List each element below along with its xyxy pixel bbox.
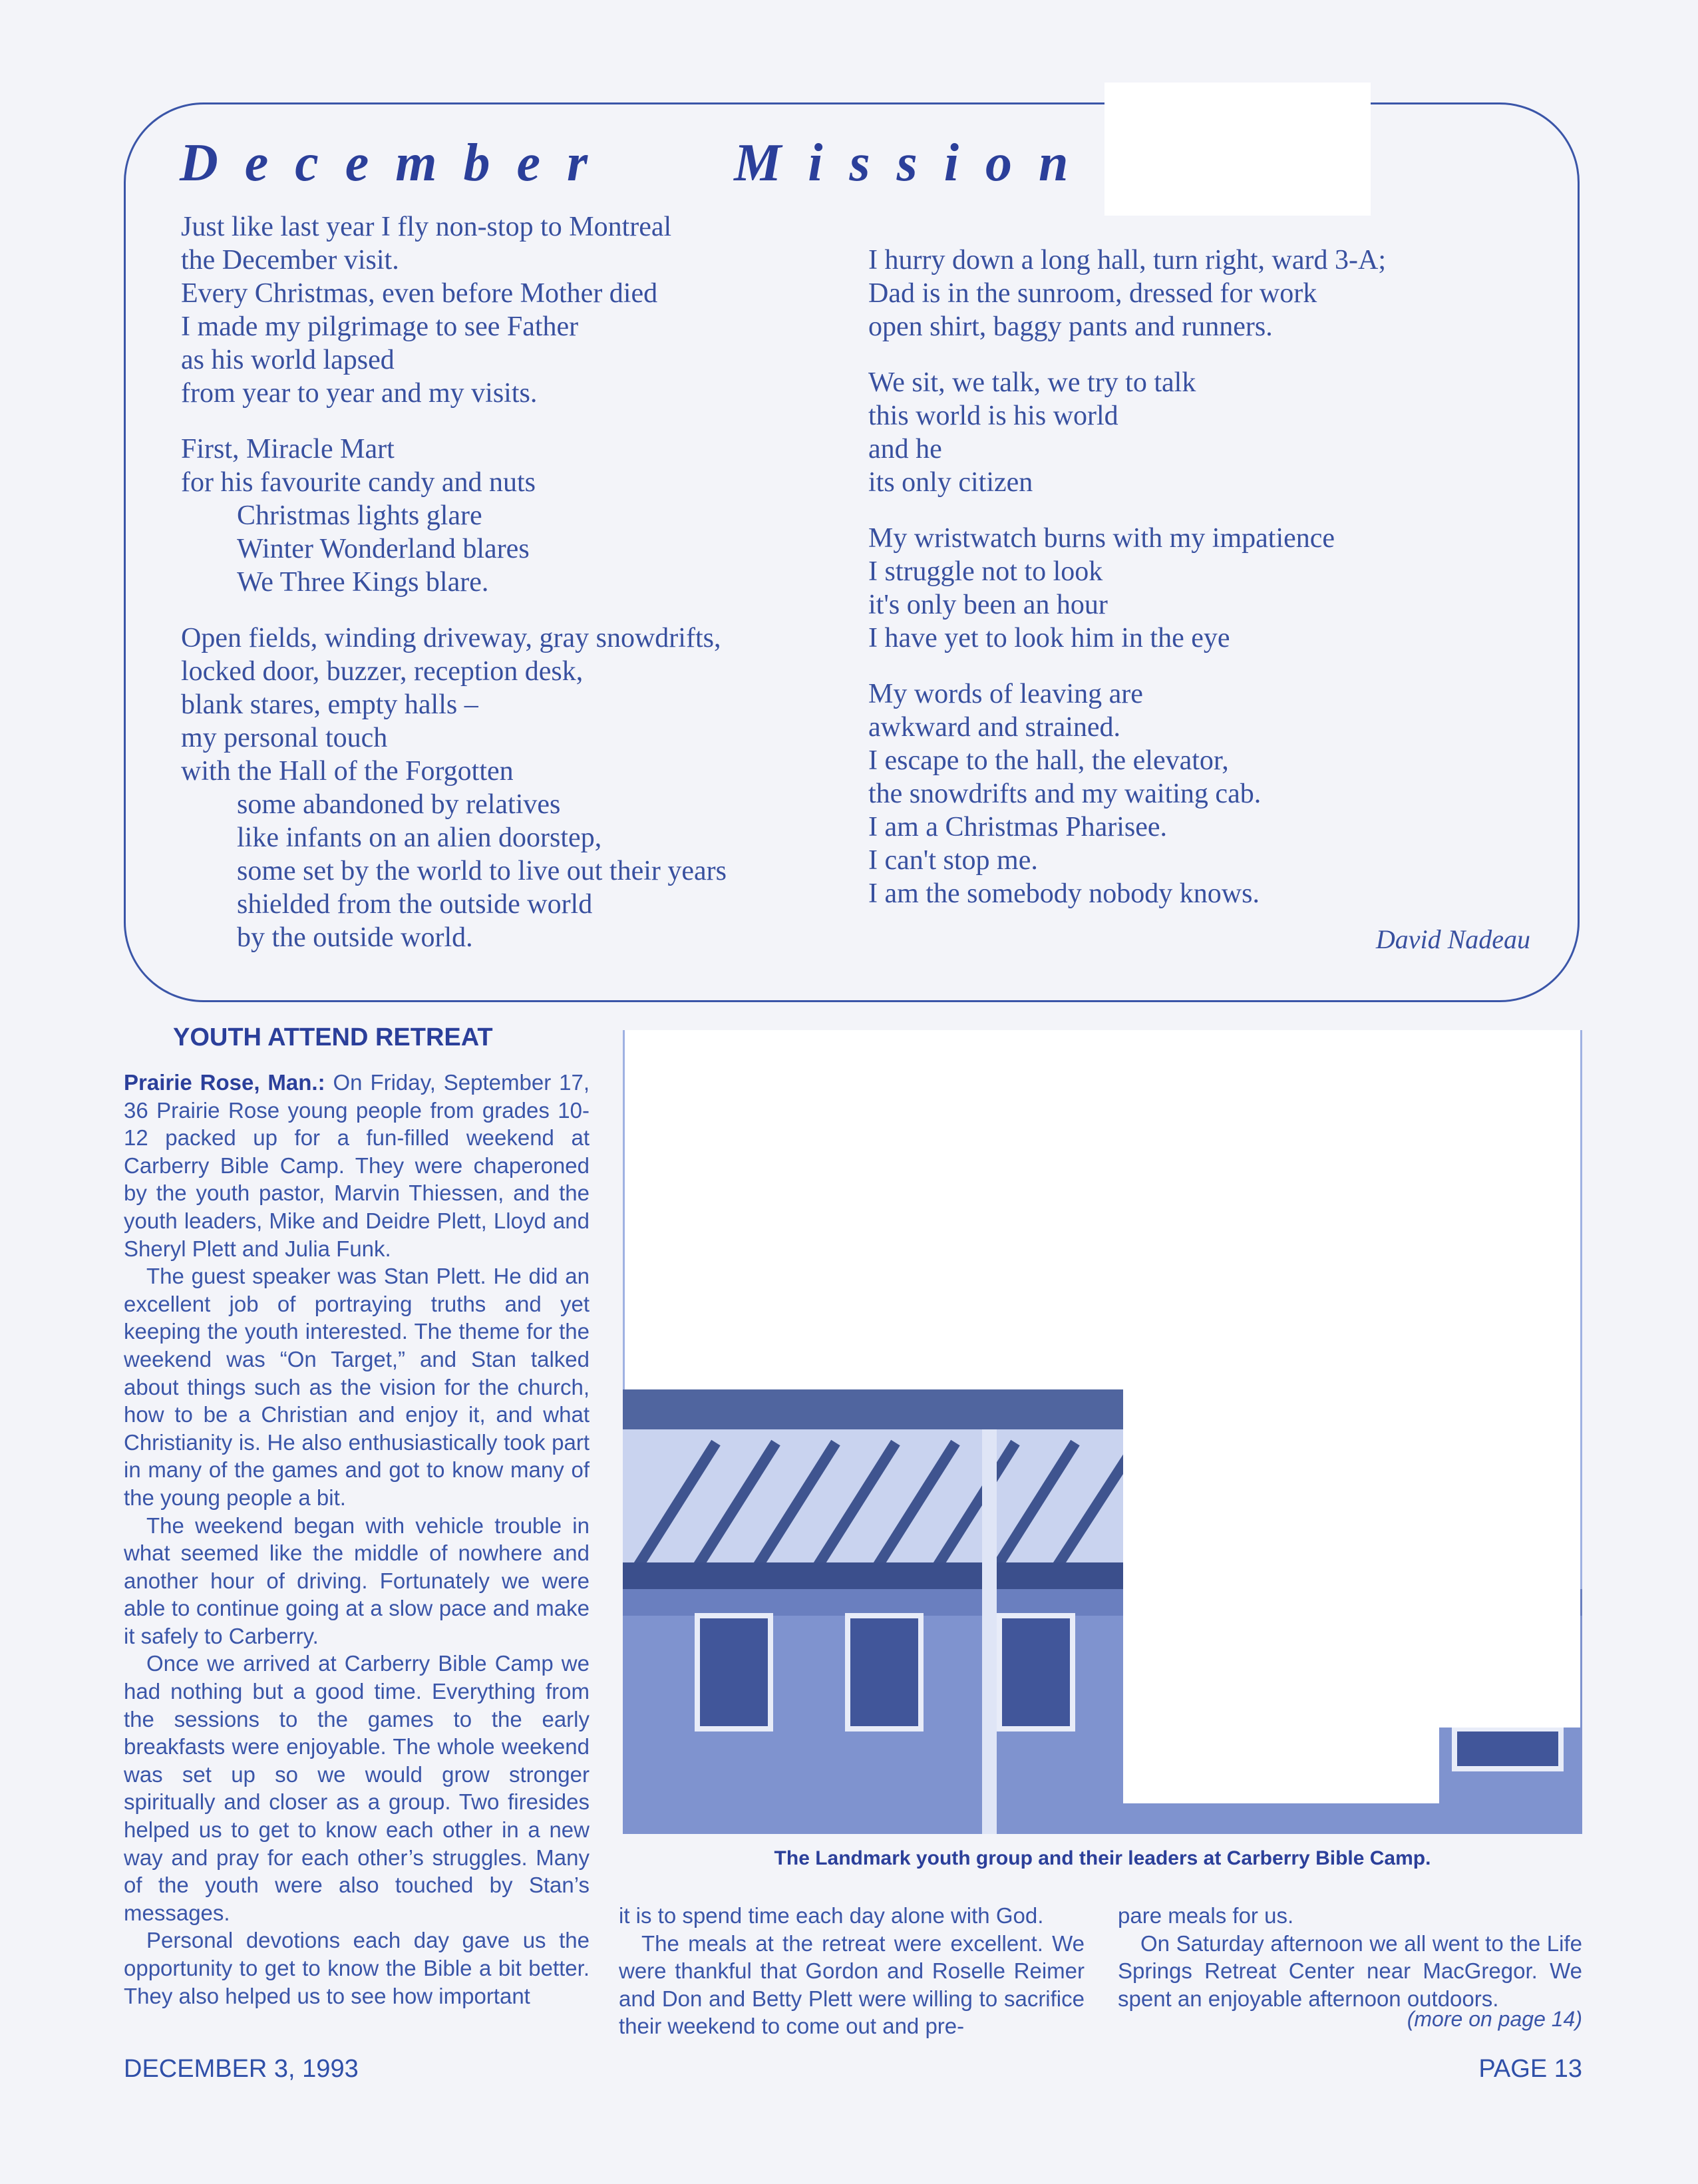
poem-line: its only citizen — [868, 467, 1033, 498]
article-paragraph — [124, 1512, 590, 1650]
poem-line: I escape to the hall, the elevator, — [868, 745, 1229, 776]
poem-line: Every Christmas, even before Mother died — [181, 278, 658, 309]
article-paragraph — [124, 1069, 590, 1262]
redacted-area — [1123, 1722, 1439, 1803]
poem-stanza — [868, 522, 1386, 655]
poem-line: some abandoned by relatives — [237, 789, 561, 820]
paragraph-text: The guest speaker was Stan Plett. He did an excellent job of portraying truths and yet keeping the youth interested. The theme for the weekend was “On Target,” and Stan talked about things such as the vision for the church, how to be a Christian and enjoy it, and what Christianity is. He also enthusiastically took part in many of the games and got to know many of the young people a bit. — [124, 1264, 590, 1510]
poem-line: like infants on an alien doorstep, — [237, 822, 602, 853]
paragraph-text: Personal devotions each day gave us the opportunity to get to know the Bible a bit better. They also helped us to see how important — [124, 1928, 590, 2008]
poem-line: the December visit. — [181, 245, 399, 275]
poem-line: Christmas lights glare — [237, 500, 482, 531]
poem-line: blank stares, empty halls – — [181, 689, 478, 720]
poem-line: the snowdrifts and my waiting cab. — [868, 779, 1262, 809]
poem-line: I struggle not to look — [868, 556, 1103, 587]
poem-line: this world is his world — [868, 401, 1118, 431]
poem-line: Dad is in the sunroom, dressed for work — [868, 278, 1317, 309]
article-paragraph — [124, 1926, 590, 2010]
poem-line: My wristwatch burns with my impatience — [868, 523, 1335, 554]
paragraph-text: On Friday, September 17, 36 Prairie Rose young people from grades 10-12 packed up for a fun-filled weekend at Carberry Bible Camp. They were chaperoned by the youth pastor, Marvin Thiessen, and the youth leaders, Mike and Deidre Plett, Lloyd and Sheryl Plett and Julia Funk. — [124, 1070, 590, 1261]
paragraph-text: pare meals for us. — [1118, 1903, 1294, 1928]
redacted-area — [1104, 83, 1371, 216]
article-paragraph — [124, 1650, 590, 1926]
photo-caption: The Landmark youth group and their leaders at Carberry Bible Camp. — [774, 1847, 1431, 1869]
paragraph-text: On Saturday afternoon we all went to the Life Springs Retreat Center near MacGregor. We spent an enjoyable afternoon outdoors. — [1118, 1930, 1582, 2011]
poem-stanza — [868, 244, 1386, 343]
poem-line: First, Miracle Mart — [181, 434, 395, 464]
article-paragraph — [619, 1930, 1085, 2040]
poem-line: Winter Wonderland blares — [237, 534, 530, 564]
poem-line: from year to year and my visits. — [181, 378, 538, 409]
poem-line: it's only been an hour — [868, 590, 1108, 620]
group-photo — [623, 1030, 1582, 1834]
poem-author: David Nadeau — [1375, 924, 1530, 954]
article-dateline: Prairie Rose, Man.: — [124, 1070, 325, 1095]
poem-line: Open fields, winding driveway, gray snowdrifts, — [181, 623, 721, 653]
poem-title: December Mission — [180, 134, 1095, 192]
poem-line: We Three Kings blare. — [237, 567, 489, 598]
poem-line: I hurry down a long hall, turn right, ward 3-A; — [868, 245, 1387, 275]
poem-line: I made my pilgrimage to see Father — [181, 311, 579, 342]
poem-line: open shirt, baggy pants and runners. — [868, 311, 1273, 342]
redacted-area — [1123, 1030, 1580, 1728]
poem-stanza — [181, 622, 727, 954]
article-column-2 — [619, 1902, 1085, 2040]
poem-stanza — [181, 210, 727, 410]
article-paragraph — [124, 1262, 590, 1511]
poem-line: I am a Christmas Pharisee. — [868, 812, 1168, 842]
footer-page-number: PAGE 13 — [1478, 2055, 1582, 2083]
poem-line: by the outside world. — [237, 922, 473, 953]
poem-line: for his favourite candy and nuts — [181, 467, 536, 498]
article-paragraph — [1118, 1902, 1582, 1930]
paragraph-text: The weekend began with vehicle trouble in what seemed like the middle of nowhere and another hour of driving. Fortunately we were able to continue going at a slow pace and make it safely to Carberry. — [124, 1513, 590, 1648]
poem-line: My words of leaving are — [868, 679, 1143, 709]
poem-line: I can't stop me. — [868, 845, 1038, 876]
poem-line: shielded from the outside world — [237, 889, 593, 920]
article-column-3 — [1118, 1902, 1582, 2012]
poem-line: Just like last year I fly non-stop to Montreal — [181, 212, 672, 242]
poem-left-column — [181, 210, 727, 977]
continued-note: (more on page 14) — [1407, 2007, 1582, 2031]
poem-line: locked door, buzzer, reception desk, — [181, 656, 584, 687]
paragraph-text: it is to spend time each day alone with God. — [619, 1903, 1044, 1928]
poem-line: I have yet to look him in the eye — [868, 623, 1230, 653]
poem-stanza — [181, 433, 727, 599]
poem-right-column — [868, 244, 1386, 933]
poem-line: We sit, we talk, we try to talk — [868, 367, 1196, 398]
poem-line: and he — [868, 434, 942, 464]
poem-line: my personal touch — [181, 723, 388, 753]
poem-stanza — [868, 366, 1386, 499]
poem-line: awkward and strained. — [868, 712, 1121, 743]
footer-date: DECEMBER 3, 1993 — [124, 2055, 359, 2083]
poem-line: with the Hall of the Forgotten — [181, 756, 514, 787]
article-paragraph — [619, 1902, 1085, 1930]
article-headline: YOUTH ATTEND RETREAT — [173, 1023, 493, 1051]
article-column-1 — [124, 1069, 590, 2010]
poem-line: I am the somebody nobody knows. — [868, 878, 1260, 909]
paragraph-text: Once we arrived at Carberry Bible Camp we had nothing but a good time. Everything from the sessions to the games to the early breakfasts were enjoyable. The whole weekend was set up so we would grow stronger spiritually and closer as a group. Two firesides helped us to get to know each other in a new way and pray for each other’s struggles. Many of the youth were also touched by Stan’s messages. — [124, 1651, 590, 1925]
article-paragraph — [1118, 1930, 1582, 2013]
poem-line: some set by the world to live out their years — [237, 856, 727, 886]
paragraph-text: The meals at the retreat were excellent. We were thankful that Gordon and Roselle Reimer and Don and Betty Plett were willing to sacrifice their weekend to come out and pre- — [619, 1930, 1085, 2039]
poem-line: as his world lapsed — [181, 345, 395, 375]
poem-stanza — [868, 677, 1386, 910]
